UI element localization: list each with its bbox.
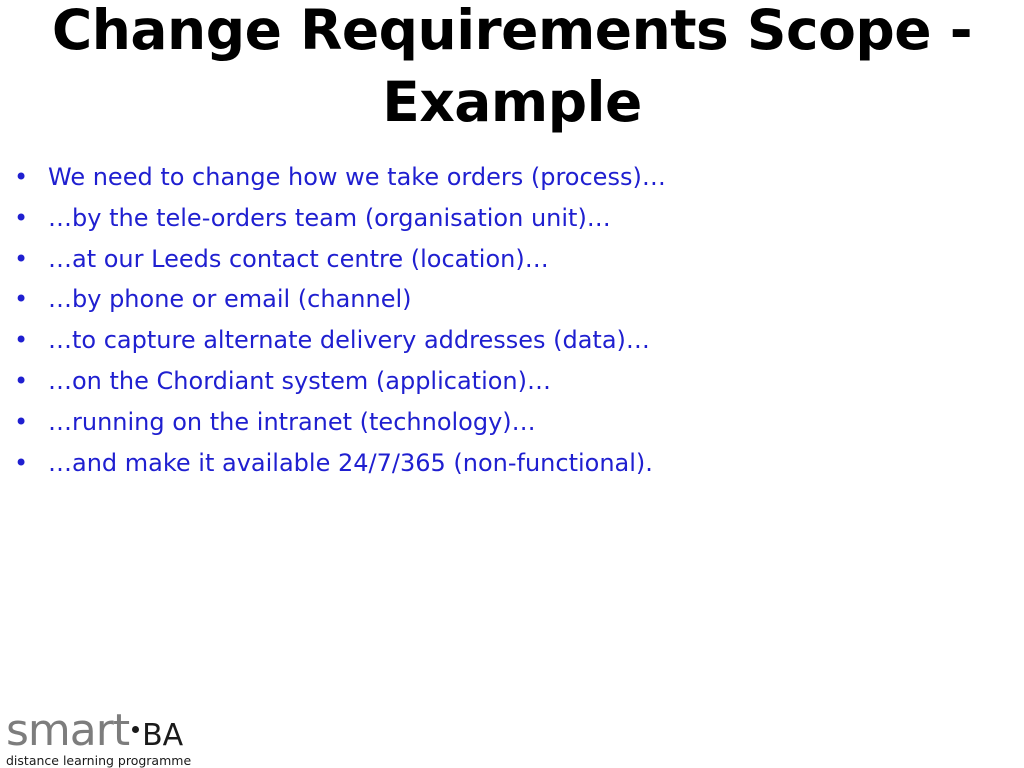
bullet-marker-icon: • [14, 326, 29, 355]
bullet-marker-icon: • [14, 244, 29, 273]
bullet-marker-icon: • [14, 163, 29, 191]
bullet-text: …running on the intranet (technology)… [48, 407, 536, 436]
bullet-item [14, 326, 1004, 367]
bullet-marker-icon: • [14, 448, 29, 477]
bullet-marker-icon: • [14, 407, 29, 436]
bullet-item [14, 367, 1004, 408]
bullet-item [14, 204, 1004, 245]
logo-wordmark [6, 705, 184, 756]
bullet-text: …on the Chordiant system (application)… [48, 366, 552, 395]
bullet-item [14, 408, 1004, 449]
bullet-item [14, 163, 1004, 204]
bullet-list [14, 163, 1004, 489]
logo-main-text: smart [6, 705, 130, 756]
bullet-marker-icon: • [14, 285, 29, 314]
bullet-marker-icon: • [14, 366, 29, 395]
logo-suffix-text: BA [142, 718, 184, 753]
smartba-logo [6, 705, 206, 768]
bullet-text: …at our Leeds contact centre (location)… [48, 244, 549, 273]
bullet-item [14, 285, 1004, 326]
bullet-text: …by the tele-orders team (organisation unit)… [48, 203, 611, 232]
bullet-item [14, 449, 1004, 490]
bullet-item [14, 245, 1004, 286]
logo-dot-icon [132, 726, 139, 733]
bullet-text: …and make it available 24/7/365 (non-functional). [48, 448, 653, 477]
logo-tagline: distance learning programme [6, 753, 192, 768]
bullet-text: …by phone or email (channel) [48, 285, 412, 314]
slide-title: Change Requirements Scope - Example [51, 0, 973, 134]
bullet-text: We need to change how we take orders (process)… [48, 163, 666, 191]
bullet-text: …to capture alternate delivery addresses (data)… [48, 326, 650, 355]
bullet-marker-icon: • [14, 203, 29, 232]
